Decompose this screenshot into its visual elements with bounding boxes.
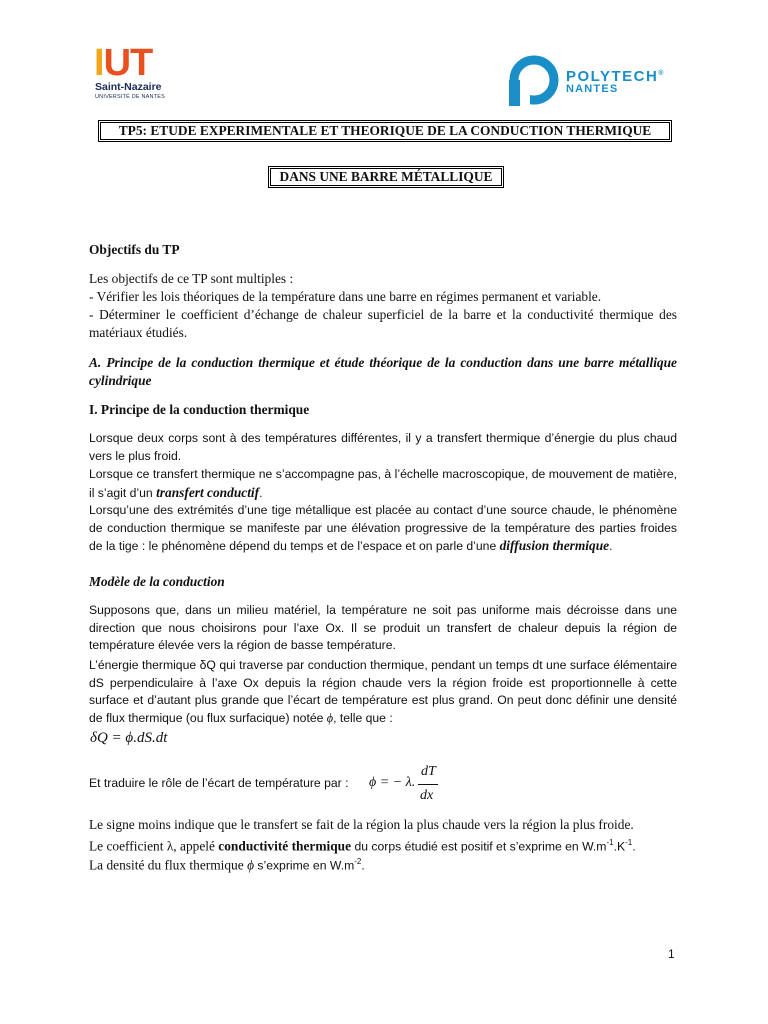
polytech-logo-name: POLYTECH (566, 68, 659, 85)
formula-energy: δQ = ϕ.dS.dt (90, 730, 168, 746)
iut-logo-i: I (94, 42, 104, 84)
polytech-logo-city: NANTES (566, 83, 619, 95)
term-transfert-conductif: transfert conductif (156, 484, 260, 500)
page-number: 1 (668, 947, 675, 961)
formula-fourier-denominator: dx (420, 788, 434, 803)
polytech-mark-icon (508, 54, 560, 106)
objectives-item-1: - Vérifier les lois théoriques de la température dans une barre en régimes permanent et variable. (89, 289, 602, 304)
objectives-heading: Objectifs du TP (89, 242, 180, 257)
paragraph-6: Le signe moins indique que le transfert se fait de la région la plus chaude vers la région la plus froide. (89, 817, 634, 832)
formula-fourier-numerator: dT (421, 764, 436, 779)
formula-fourier-lhs: ϕ = − λ. (369, 775, 416, 790)
section-a-heading: A. Principe de la conduction thermique et étude théorique de la conduction dans une barre métallique cylindrique (89, 355, 677, 388)
model-heading: Modèle de la conduction (89, 574, 225, 589)
section-1-heading: I. Principe de la conduction thermique (89, 402, 310, 417)
paragraph-4: Supposons que, dans un milieu matériel, la température ne soit pas uniforme mais décroisse dans une direction que nous choisirons pour l’axe Ox. Il se produit un transfert de chaleur depuis la région de température élevée vers la région de basse température. (89, 603, 677, 653)
term-diffusion-thermique: diffusion thermique (499, 538, 610, 554)
iut-logo-ut: UT (103, 42, 153, 84)
paragraph-1: Lorsque deux corps sont à des températures différentes, il y a transfert thermique d’énergie du plus chaud vers le plus froid. (89, 431, 677, 463)
document-subtitle: DANS UNE BARRE MÉTALLIQUE (270, 168, 502, 186)
document-title: TP5: ETUDE EXPERIMENTALE ET THEORIQUE DE LA CONDUCTION THERMIQUE (100, 122, 670, 140)
objectives-intro: Les objectifs de ce TP sont multiples : (89, 271, 294, 286)
iut-logo (94, 44, 174, 100)
paragraph-3: Lorsqu’une des extrémités d’une tige métallique est placée au contact d’une source chaude, le phénomène de conduction thermique se manifeste par une élévation progressive de la température des parties froides de la tige : le phénomène dépend du temps et de l’espace et on parle d’une diffusion thermique. (89, 503, 677, 554)
paragraph-2: Lorsque ce transfert thermique ne s’accompagne pas, à l’échelle macroscopique, de mouvement de matière, il s’agit d’un transfert conductif. (89, 467, 677, 500)
iut-logo-university: UNIVERSITÉ DE NANTES (95, 94, 166, 100)
iut-logo-campus: Saint-Nazaire (95, 81, 162, 93)
paragraph-5: L’énergie thermique δQ qui traverse par conduction thermique, pendant un temps dt une surface élémentaire dS perpendiculaire à l’axe Ox depuis la région chaude vers la région froide est proportionnelle à cette surface et d’autant plus grande que l’écart de température est plus grand. On peut donc définir une densité de flux thermique (ou flux surfacique) notée ϕ, telle que : (89, 658, 677, 725)
paragraph-7: Le coefficient λ, appelé conductivité thermique du corps étudié est positif et s’exprime en $W.m^{-1}.K^{-1}$. (89, 838, 636, 854)
phi-symbol: ϕ (326, 710, 334, 725)
phi-symbol-2: ϕ (247, 857, 254, 873)
polytech-logo-registered: ® (658, 70, 664, 77)
paragraph-8: La densité du flux thermique ϕ s’exprime en $W.m^{-2}$. (89, 857, 365, 873)
objectives-item-2: - Déterminer le coefficient d’échange de chaleur superficiel de la barre et la conductivité thermique des matériaux étudiés. (89, 307, 677, 340)
polytech-logo (508, 54, 678, 106)
term-conductivite-thermique: conductivité thermique (218, 838, 352, 854)
fraction-bar (418, 784, 438, 785)
formula-fourier-label: Et traduire le rôle de l’écart de température par : (89, 776, 349, 790)
